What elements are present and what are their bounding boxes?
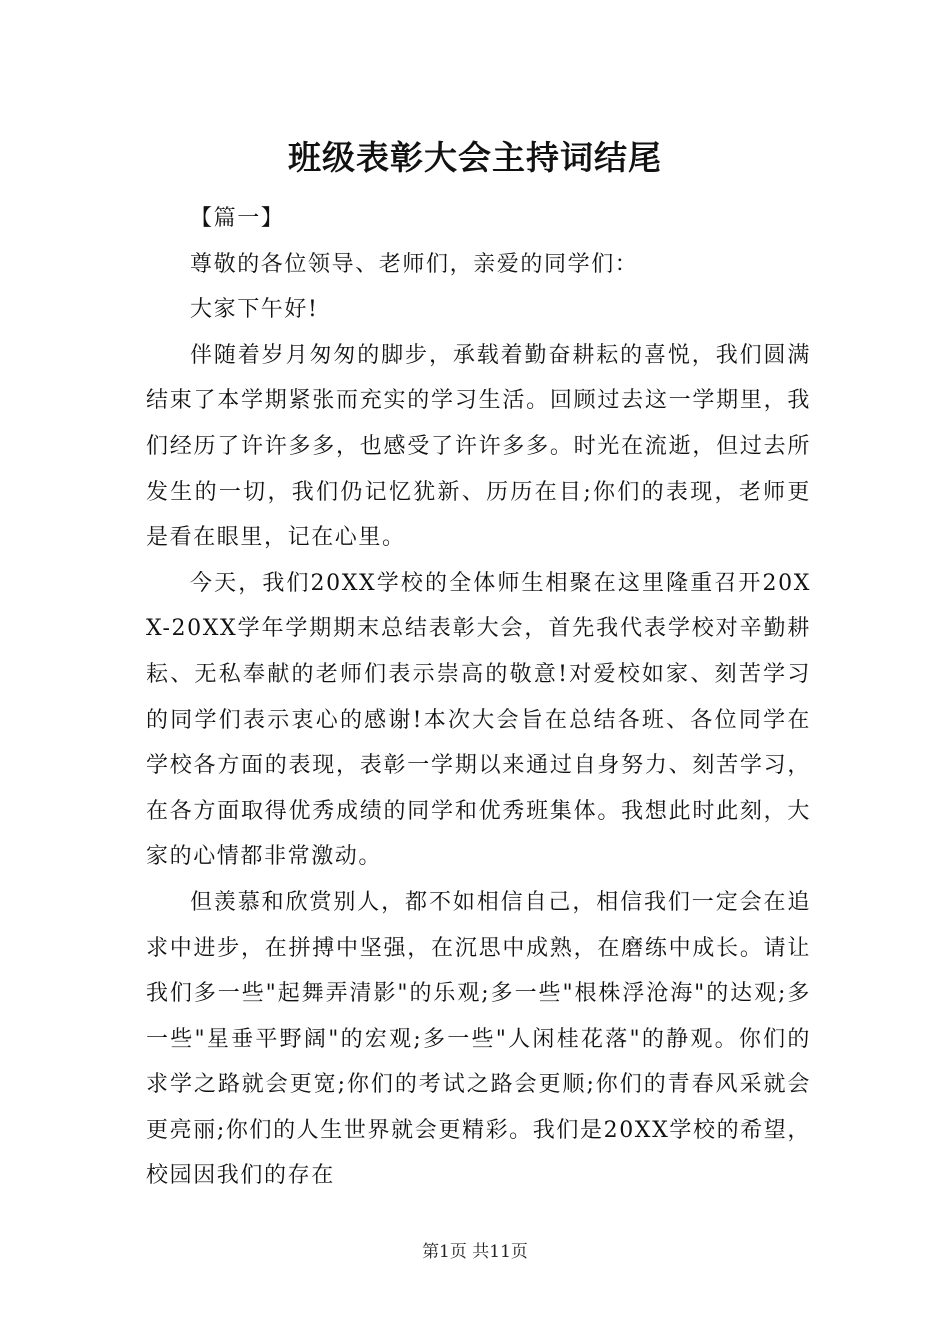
section-heading: 【篇一】 (190, 206, 285, 231)
paragraph: 但羡慕和欣赏别人，都不如相信自己，相信我们一定会在追求中进步，在拼搏中坚强，在沉思中成熟，在磨练中成长。请让我们多一些"起舞弄清影"的乐观;多一些"根株浮沧海"的达观;多一些"星垂平野阔"的宏观;多一些"人闲桂花落"的静观。你们的求学之路就会更宽;你们的考试之路会更顺;你们的青春风采就会更亮丽;你们的人生世界就会更精彩。我们是20XX学校的希望，校园因我们的存在 (146, 889, 811, 1189)
paragraph: 伴随着岁月匆匆的脚步，承载着勤奋耕耘的喜悦，我们圆满结束了本学期紧张而充实的学习生活。回顾过去这一学期里，我们经历了许许多多，也感受了许许多多。时光在流逝，但过去所发生的一切，我们仍记忆犹新、历历在目;你们的表现，老师更是看在眼里，记在心里。 (146, 342, 811, 551)
page-number-footer: 第1页 共11页 (422, 1242, 528, 1262)
document-body (146, 196, 811, 1199)
greeting: 大家下午好! (190, 297, 319, 323)
salutation: 尊敬的各位领导、老师们，亲爱的同学们： (190, 251, 639, 277)
document-title: 班级表彰大会主持词结尾 (288, 138, 662, 177)
paragraph: 今天，我们20XX学校的全体师生相聚在这里隆重召开20XX-20XX学年学期期末总结表彰大会，首先我代表学校对辛勤耕耘、无私奉献的老师们表示崇高的敬意!对爱校如家、刻苦学习的同学们表示衷心的感谢!本次大会旨在总结各班、各位同学在学校各方面的表现，表彰一学期以来通过自身努力、刻苦学习，在各方面取得优秀成绩的同学和优秀班集体。我想此时此刻，大家的心情都非常激动。 (146, 570, 811, 870)
